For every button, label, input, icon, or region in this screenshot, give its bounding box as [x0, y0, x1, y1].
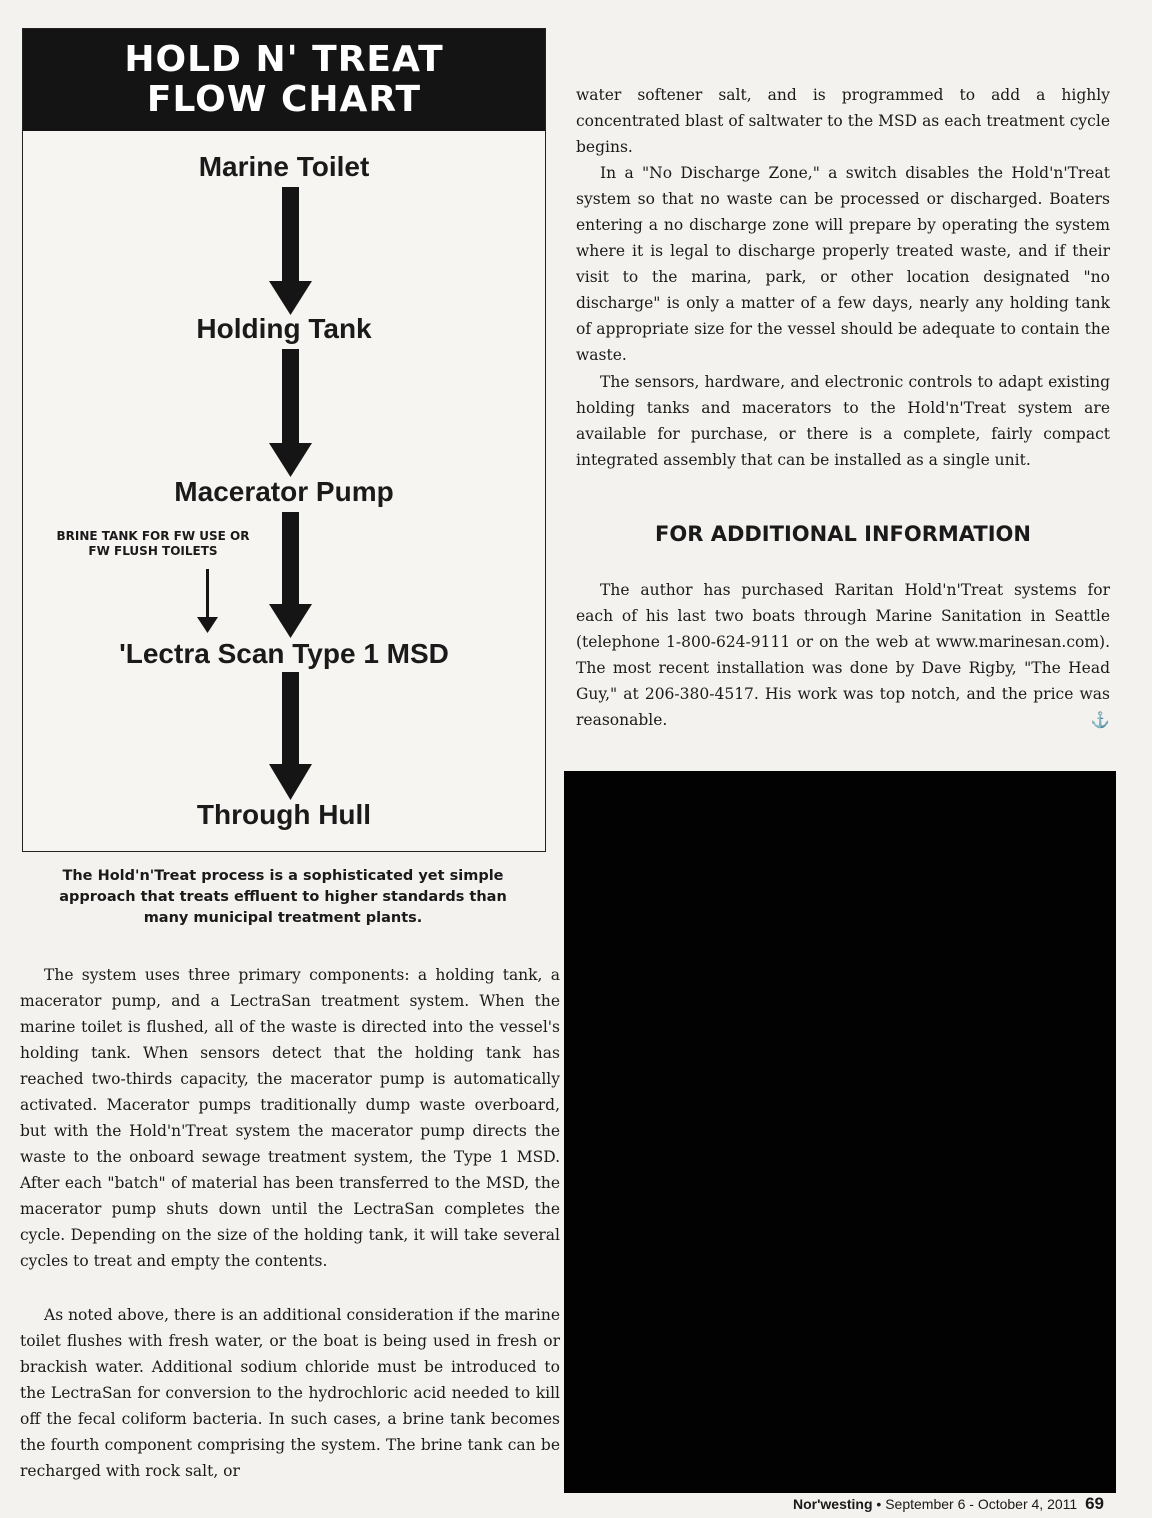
issue-dates: September 6 - October 4, 2011 [885, 1496, 1078, 1512]
node-marine-toilet: Marine Toilet [198, 151, 370, 182]
section-heading: FOR ADDITIONAL INFORMATION [655, 522, 1031, 546]
thin-arrow-down-icon [197, 569, 218, 633]
body-paragraph-right-1: water softener salt, and is programmed to add a highly concentrated blast of saltwater to the MSD as each treatment cycle begins. [576, 86, 1110, 156]
arrow-down-icon [269, 349, 312, 477]
paragraph-text: The author has purchased Raritan Hold'n'Treat systems for each of his last two boats through Marine Sanitation in Seattle (telephone 1-800-624-9111 or on the web at www.marinesan.com). The most recent installation was done by Dave Rigby, "The Head Guy," at 206-380-4517. His work was top notch, and the price was reasonable. [576, 581, 1110, 729]
arrow-down-icon [269, 512, 312, 638]
anchor-end-icon: ⚓ [1090, 711, 1110, 729]
figure-caption: The Hold'n'Treat process is a sophisticated yet simple approach that treats effluent to higher standards than many municipal treatment plants. [59, 868, 507, 926]
brine-tank-label-line1: BRINE TANK FOR FW USE OR [56, 529, 250, 543]
body-paragraph-left-1: The system uses three primary components: a holding tank, a macerator pump, and a LectraSan treatment system. When the marine toilet is flushed, all of the waste is directed into the vessel's holding tank. When sensors detect that the holding tank has reached two-thirds capacity, the macerator pump is automatically activated. Macerator pumps traditionally dump waste overboard, but with the Hold'n'Treat system the macerator pump directs the waste to the onboard sewage treatment system, the Type 1 MSD. After each "batch" of material has been transferred to the MSD, the macerator pump shuts down until the LectraSan completes the cycle. Depending on the size of the holding tank, it will take several cycles to treat and empty the contents. [20, 966, 560, 1270]
flow-chart [22, 28, 546, 852]
body-paragraph-right-3: The sensors, hardware, and electronic controls to adapt existing holding tanks and macerators to the Hold'n'Treat system are available for purchase, or there is a complete, fairly compact integrated assembly that can be installed as a single unit. [576, 373, 1110, 469]
arrow-down-icon [269, 672, 312, 800]
arrow-down-icon [269, 187, 312, 315]
body-paragraph-right-2: In a "No Discharge Zone," a switch disables the Hold'n'Treat system so that no waste can be processed or discharged. Boaters entering a no discharge zone will prepare by operating the system where it is legal to discharge properly treated waste, and if their visit to the marina, park, or other location designated "no discharge" is only a matter of a few days, nearly any holding tank of appropriate size for the vessel should be adequate to contain the waste. [576, 164, 1110, 364]
footer-separator: • [876, 1496, 882, 1512]
page-footer [793, 1494, 1104, 1514]
brine-tank-label-line2: FW FLUSH TOILETS [88, 544, 218, 558]
body-paragraph-left-2: As noted above, there is an additional consideration if the marine toilet flushes with fresh water, or the boat is being used in fresh or brackish water. Additional sodium chloride must be introduced to the LectraSan for conversion to the hydrochloric acid needed to kill off the fecal coliform bacteria. In such cases, a brine tank becomes the fourth component comprising the system. The brine tank can be recharged with rock salt, or [20, 1306, 560, 1480]
node-macerator-pump: Macerator Pump [174, 476, 394, 507]
photo-placeholder [564, 771, 1116, 1493]
flow-chart-title-line2: FLOW CHART [146, 79, 422, 120]
node-holding-tank: Holding Tank [196, 313, 372, 344]
page-number: 69 [1085, 1494, 1104, 1513]
body-paragraph-right-4 [576, 577, 1110, 733]
node-msd: 'Lectra Scan Type 1 MSD [119, 638, 449, 669]
flow-chart-title-line1: HOLD N' TREAT [124, 39, 444, 80]
node-through-hull: Through Hull [196, 799, 372, 830]
brine-tank-label [43, 529, 263, 559]
publication-name: Nor'westing [792, 1496, 873, 1512]
